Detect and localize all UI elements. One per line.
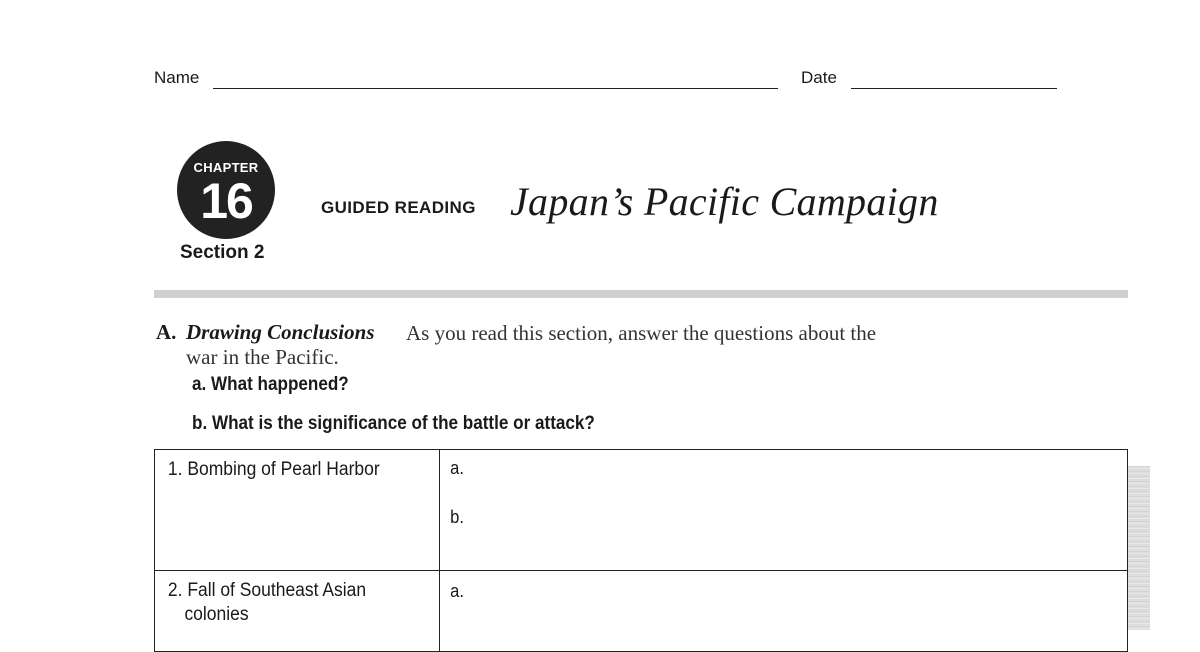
page-edge-shadow (1128, 466, 1150, 630)
page-title: Japan’s Pacific Campaign (510, 179, 939, 224)
instruction-heading: Drawing Conclusions (186, 320, 375, 344)
table-row (155, 571, 1128, 652)
name-label: Name (154, 68, 200, 87)
event-cell (155, 571, 440, 652)
section-divider (154, 290, 1128, 298)
date-label: Date (801, 68, 837, 87)
guided-reading-label: GUIDED READING (321, 198, 476, 217)
chapter-badge (177, 141, 275, 239)
answer-table (154, 449, 1128, 652)
answer-b-label: b. (450, 507, 464, 527)
question-a: a. What happened? (192, 374, 349, 395)
answer-cell[interactable] (440, 571, 1128, 652)
section-label: Section 2 (180, 242, 265, 263)
instruction-text-line2: war in the Pacific. (186, 345, 339, 369)
table-row (155, 450, 1128, 571)
answer-a-label: a. (450, 581, 464, 601)
chapter-word: CHAPTER (193, 160, 259, 175)
instruction-letter: A. (156, 320, 177, 344)
event-cell (155, 450, 440, 571)
answer-cell[interactable] (440, 450, 1128, 571)
answer-a-label: a. (450, 458, 464, 478)
date-field-line[interactable] (851, 88, 1057, 89)
event-label: 2. Fall of Southeast Asian (167, 580, 367, 601)
chapter-number: 16 (200, 173, 252, 229)
instruction-text-line1: As you read this section, answer the questions about the (406, 321, 877, 345)
event-label: 1. Bombing of Pearl Harbor (167, 459, 380, 480)
question-b: b. What is the significance of the battle or attack? (192, 413, 595, 434)
event-label-cont: colonies (184, 604, 249, 625)
name-field-line[interactable] (213, 88, 778, 89)
